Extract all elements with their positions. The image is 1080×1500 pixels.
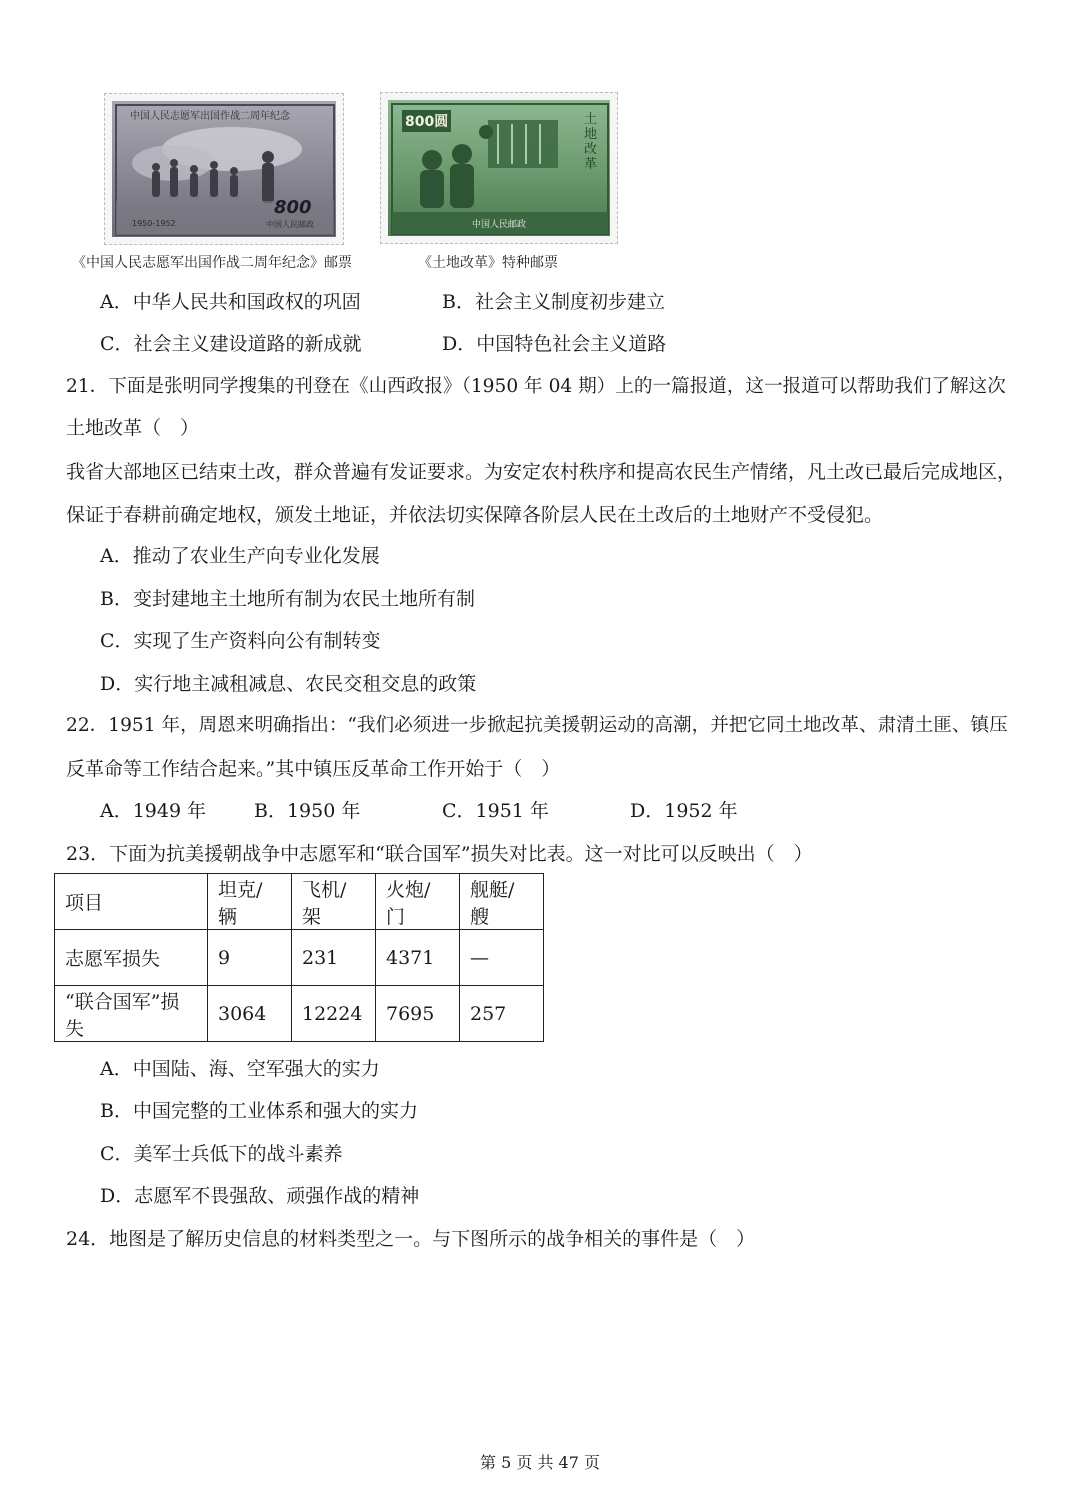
loss-comparison-table (54, 873, 544, 1042)
table-cell: 3064 (208, 986, 292, 1042)
q22-option-d[interactable]: D．1952 年 (630, 800, 738, 822)
table-cell: 257 (460, 986, 544, 1042)
q21-material-line1: 我省大部地区已结束土改，群众普遍有发证要求。为安定农村秩序和提高农民生产情绪，凡土改已最后完成地区， (66, 461, 1017, 483)
right-stamp-value: 800圆 (402, 110, 451, 132)
stamp-image (388, 100, 610, 236)
table-cell: 12224 (292, 986, 376, 1042)
page-number: 第 5 页 共 47 页 (480, 1453, 600, 1472)
q22-option-c[interactable]: C．1951 年 (442, 800, 549, 822)
table-cell: 4371 (376, 930, 460, 986)
q21-stem-line1: 21．下面是张明同学搜集的刊登在《山西政报》（1950 年 04 期）上的一篇报道，这一报道可以帮助我们了解这次 (66, 376, 1006, 397)
q24-stem: 24．地图是了解历史信息的材料类型之一。与下图所示的战争相关的事件是（ ） (66, 1228, 756, 1250)
q23-option-b[interactable]: B．中国完整的工业体系和强大的实力 (100, 1100, 418, 1122)
q20-option-d[interactable]: D．中国特色社会主义道路 (442, 333, 667, 355)
q20-option-b[interactable]: B．社会主义制度初步建立 (442, 291, 665, 313)
q21-option-b[interactable]: B．变封建地主土地所有制为农民土地所有制 (100, 588, 475, 610)
stamp-image (112, 101, 336, 237)
table-cell: 志愿军损失 (55, 930, 208, 986)
q23-option-c[interactable]: C．美军士兵低下的战斗素养 (100, 1143, 343, 1165)
left-stamp-country: 中国人民邮政 (266, 220, 314, 229)
q21-option-a[interactable]: A．推动了农业生产向专业化发展 (100, 545, 380, 567)
table-header-cell: 火炮/门 (376, 874, 460, 930)
table-row (55, 930, 544, 986)
q22-stem-line2: 反革命等工作结合起来。”其中镇压反革命工作开始于（ ） (66, 758, 561, 780)
q23-option-d[interactable]: D．志愿军不畏强敌、顽强作战的精神 (100, 1185, 420, 1207)
q23-stem: 23．下面为抗美援朝战争中志愿军和“联合国军”损失对比表。这一对比可以反映出（ ） (66, 843, 813, 865)
right-stamp-caption: 《土地改革》特种邮票 (418, 255, 558, 271)
table-cell: 9 (208, 930, 292, 986)
table-header-cell: 坦克/辆 (208, 874, 292, 930)
table-header-cell: 项目 (55, 874, 208, 930)
table-cell: “联合国军”损失 (55, 986, 208, 1042)
land-reform-stamp (380, 92, 618, 244)
q22-stem-line1: 22．1951 年，周恩来明确指出：“我们必须进一步掀起抗美援朝运动的高潮，并把它同土地改革、肃清土匪、镇压 (66, 715, 1008, 736)
table-header-cell: 飞机/架 (292, 874, 376, 930)
volunteer-army-stamp (104, 93, 344, 245)
table-header-row (55, 874, 544, 930)
left-stamp-caption: 《中国人民志愿军出国作战二周年纪念》邮票 (72, 255, 352, 271)
table-cell: 231 (292, 930, 376, 986)
left-stamp-years: 1950-1952 (132, 219, 176, 228)
q23-option-a[interactable]: A．中国陆、海、空军强大的实力 (100, 1058, 380, 1080)
right-stamp-country: 中国人民邮政 (472, 220, 527, 230)
q21-stem-line2: 土地改革（ ） (66, 417, 200, 439)
q21-option-c[interactable]: C．实现了生产资料向公有制转变 (100, 630, 381, 652)
q22-option-b[interactable]: B．1950 年 (254, 800, 361, 822)
table-header-cell: 舰艇/艘 (460, 874, 544, 930)
left-stamp-title: 中国人民志愿军出国作战二周年纪念 (130, 111, 290, 122)
q21-option-d[interactable]: D．实行地主减租减息、农民交租交息的政策 (100, 673, 477, 695)
table-cell: 7695 (376, 986, 460, 1042)
right-stamp-title: 土地改革 (584, 112, 598, 172)
left-stamp-value: 800 (274, 197, 312, 218)
q22-option-a[interactable]: A．1949 年 (100, 800, 207, 822)
table-cell: — (460, 930, 544, 986)
q21-material-line2: 保证于春耕前确定地权，颁发土地证，并依法切实保障各阶层人民在土改后的土地财产不受侵犯。 (66, 504, 884, 526)
q20-option-a[interactable]: A．中华人民共和国政权的巩固 (100, 291, 361, 313)
table-row (55, 986, 544, 1042)
q20-option-c[interactable]: C．社会主义建设道路的新成就 (100, 333, 362, 355)
